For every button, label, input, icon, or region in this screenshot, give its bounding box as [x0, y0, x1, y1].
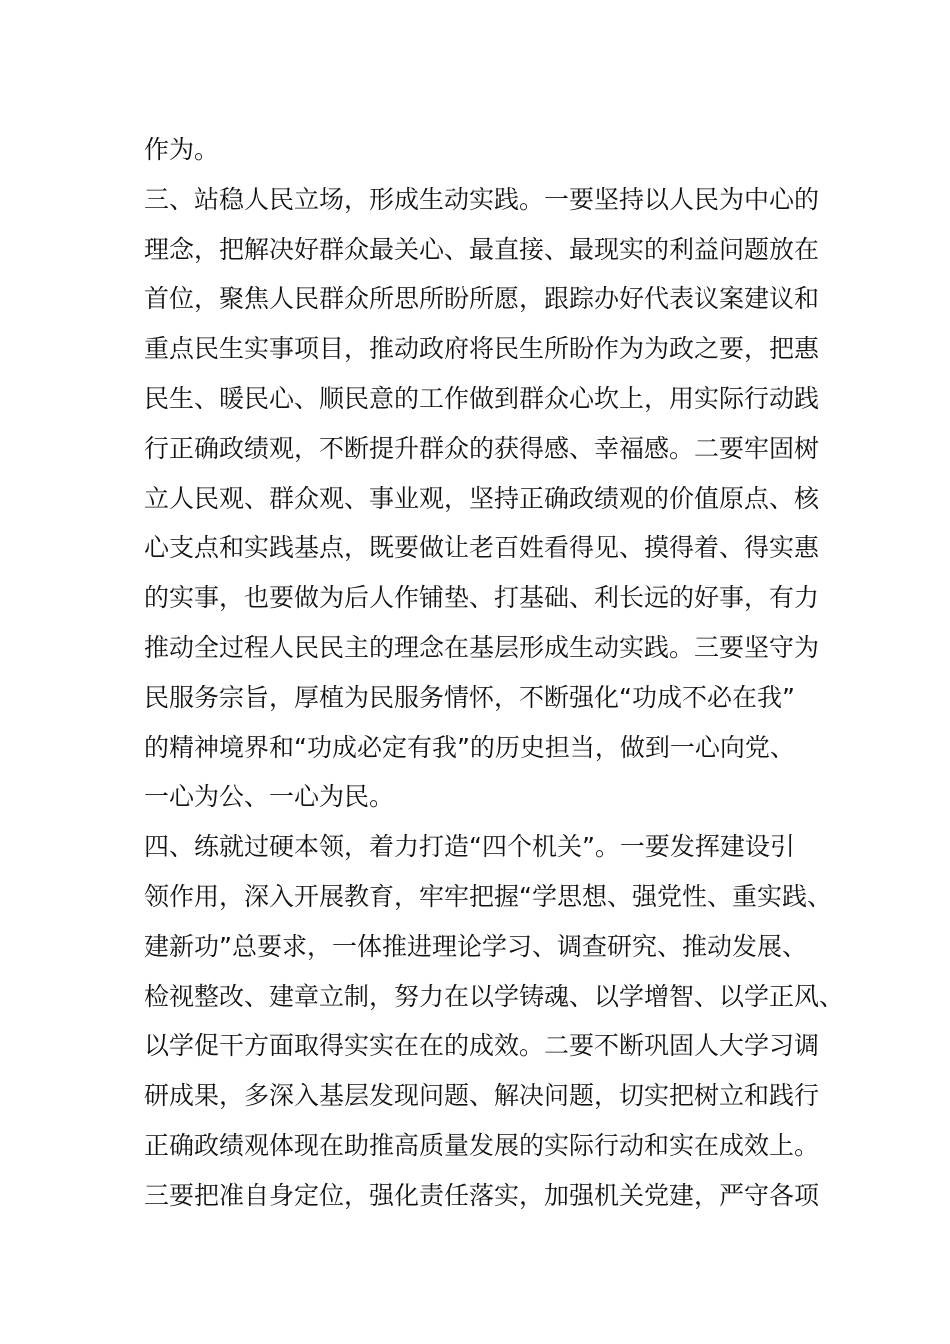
- text-line: 行正确政绩观，不断提升群众的获得感、幸福感。二要牢固树: [144, 433, 820, 463]
- text-line: 的实事，也要做为后人作铺垫、打基础、利长远的好事，有力: [144, 583, 820, 613]
- text-line: 民生、暖民心、顺民意的工作做到群众心坎上，用实际行动践: [144, 383, 820, 413]
- text-line: 研成果，多深入基层发现问题、解决问题，切实把树立和践行: [144, 1081, 820, 1111]
- text-line: 立人民观、群众观、事业观，坚持正确政绩观的价值原点、核: [144, 483, 820, 513]
- section-heading-line: 四、练就过硬本领，着力打造“四个机关”。一要发挥建设引: [144, 832, 795, 862]
- text-line: 的精神境界和“功成必定有我”的历史担当，做到一心向党、: [144, 732, 795, 762]
- text-line: 正确政绩观体现在助推高质量发展的实际行动和实在成效上。: [144, 1130, 820, 1160]
- text-line: 理念，把解决好群众最关心、最直接、最现实的利益问题放在: [144, 234, 820, 264]
- text-line: 检视整改、建章立制，努力在以学铸魂、以学增智、以学正风、: [144, 981, 845, 1011]
- text-line: 作为。: [144, 135, 220, 164]
- text-line: 三要把准自身定位，强化责任落实，加强机关党建，严守各项: [144, 1180, 820, 1210]
- body-text: [144, 125, 845, 1221]
- text-line: 一心为公、一心为民。: [144, 782, 395, 812]
- text-line: 领作用，深入开展教育，牢牢把握“学思想、强党性、重实践、: [144, 881, 832, 911]
- text-line: 以学促干方面取得实实在在的成效。二要不断巩固人大学习调: [144, 1031, 820, 1061]
- text-line: 重点民生实事项目，推动政府将民生所盼作为为政之要，把惠: [144, 334, 820, 364]
- text-line: 心支点和实践基点，既要做让老百姓看得见、摸得着、得实惠: [144, 533, 820, 563]
- text-line: 民服务宗旨，厚植为民服务情怀，不断强化“功成不必在我”: [144, 682, 795, 712]
- section-heading-line: 三、站稳人民立场，形成生动实践。一要坚持以人民为中心的: [144, 184, 820, 214]
- text-line: 首位，聚焦人民群众所思所盼所愿，跟踪办好代表议案建议和: [144, 284, 820, 314]
- text-line: 推动全过程人民民主的理念在基层形成生动实践。三要坚守为: [144, 632, 820, 662]
- text-line: 建新功”总要求，一体推进理论学习、调查研究、推动发展、: [144, 931, 807, 961]
